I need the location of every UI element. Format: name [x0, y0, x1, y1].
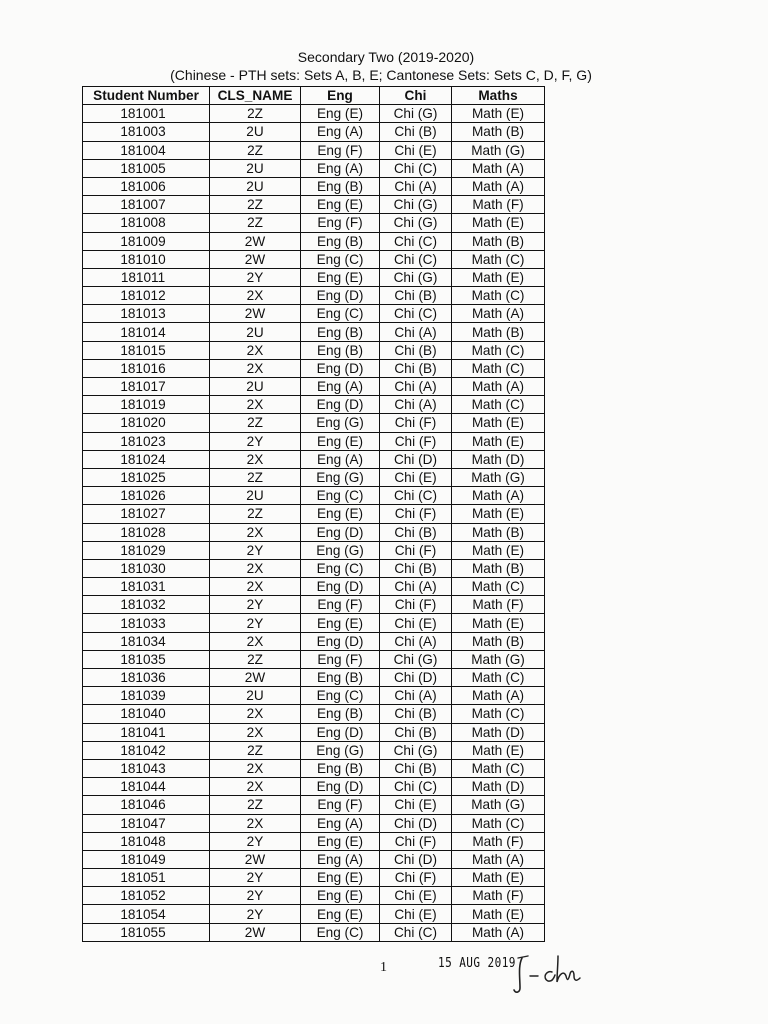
maths-set-cell: Math (C)	[452, 705, 545, 723]
chi-set-cell: Chi (A)	[380, 177, 452, 195]
class-name-cell: 2Y	[210, 887, 301, 905]
maths-set-cell: Math (B)	[452, 559, 545, 577]
class-name-cell: 2W	[210, 305, 301, 323]
chi-set-cell: Chi (B)	[380, 123, 452, 141]
table-row	[83, 159, 545, 177]
table-row	[83, 341, 545, 359]
eng-set-cell: Eng (A)	[301, 123, 380, 141]
chi-set-cell: Chi (B)	[380, 723, 452, 741]
table-row	[83, 759, 545, 777]
maths-set-cell: Math (C)	[452, 814, 545, 832]
eng-set-cell: Eng (E)	[301, 614, 380, 632]
class-name-cell: 2Z	[210, 468, 301, 486]
student-number-cell: 181028	[83, 523, 210, 541]
table-row	[83, 796, 545, 814]
class-name-cell: 2X	[210, 559, 301, 577]
student-number-cell: 181031	[83, 578, 210, 596]
maths-set-cell: Math (E)	[452, 741, 545, 759]
maths-set-cell: Math (E)	[452, 432, 545, 450]
maths-set-cell: Math (D)	[452, 778, 545, 796]
class-name-cell: 2U	[210, 378, 301, 396]
chi-set-cell: Chi (F)	[380, 505, 452, 523]
student-number-cell: 181019	[83, 396, 210, 414]
class-name-cell: 2Z	[210, 214, 301, 232]
eng-set-cell: Eng (E)	[301, 869, 380, 887]
maths-set-cell: Math (G)	[452, 796, 545, 814]
eng-set-cell: Eng (A)	[301, 450, 380, 468]
student-number-cell: 181040	[83, 705, 210, 723]
class-name-cell: 2Z	[210, 741, 301, 759]
eng-set-cell: Eng (B)	[301, 177, 380, 195]
maths-set-cell: Math (E)	[452, 268, 545, 286]
eng-set-cell: Eng (A)	[301, 378, 380, 396]
chi-set-cell: Chi (C)	[380, 923, 452, 941]
chi-set-cell: Chi (A)	[380, 578, 452, 596]
class-name-cell: 2U	[210, 123, 301, 141]
class-name-cell: 2X	[210, 359, 301, 377]
maths-set-cell: Math (B)	[452, 632, 545, 650]
eng-set-cell: Eng (B)	[301, 232, 380, 250]
chi-set-cell: Chi (A)	[380, 396, 452, 414]
student-number-cell: 181001	[83, 105, 210, 123]
chi-set-cell: Chi (E)	[380, 468, 452, 486]
class-name-cell: 2Z	[210, 505, 301, 523]
eng-set-cell: Eng (A)	[301, 850, 380, 868]
chi-set-cell: Chi (E)	[380, 796, 452, 814]
chi-set-cell: Chi (F)	[380, 869, 452, 887]
eng-set-cell: Eng (C)	[301, 250, 380, 268]
table-row	[83, 123, 545, 141]
chi-set-cell: Chi (B)	[380, 523, 452, 541]
eng-set-cell: Eng (E)	[301, 505, 380, 523]
chi-set-cell: Chi (D)	[380, 450, 452, 468]
class-name-cell: 2U	[210, 687, 301, 705]
table-row	[83, 396, 545, 414]
eng-set-cell: Eng (G)	[301, 468, 380, 486]
eng-set-cell: Eng (B)	[301, 669, 380, 687]
maths-set-cell: Math (C)	[452, 341, 545, 359]
eng-set-cell: Eng (E)	[301, 832, 380, 850]
signature-icon	[508, 948, 598, 998]
maths-set-cell: Math (A)	[452, 923, 545, 941]
chi-set-cell: Chi (C)	[380, 250, 452, 268]
eng-set-cell: Eng (F)	[301, 141, 380, 159]
student-number-cell: 181041	[83, 723, 210, 741]
eng-set-cell: Eng (B)	[301, 341, 380, 359]
chi-set-cell: Chi (B)	[380, 341, 452, 359]
student-number-cell: 181016	[83, 359, 210, 377]
class-name-cell: 2U	[210, 177, 301, 195]
chi-set-cell: Chi (A)	[380, 632, 452, 650]
student-number-cell: 181046	[83, 796, 210, 814]
class-name-cell: 2U	[210, 323, 301, 341]
chi-set-cell: Chi (E)	[380, 905, 452, 923]
student-number-cell: 181011	[83, 268, 210, 286]
class-name-cell: 2X	[210, 450, 301, 468]
maths-set-cell: Math (C)	[452, 396, 545, 414]
student-number-cell: 181027	[83, 505, 210, 523]
maths-set-cell: Math (E)	[452, 541, 545, 559]
class-name-cell: 2U	[210, 159, 301, 177]
maths-set-cell: Math (E)	[452, 505, 545, 523]
student-number-cell: 181020	[83, 414, 210, 432]
eng-set-cell: Eng (F)	[301, 214, 380, 232]
table-row	[83, 378, 545, 396]
student-number-cell: 181015	[83, 341, 210, 359]
class-name-cell: 2Y	[210, 614, 301, 632]
student-number-cell: 181043	[83, 759, 210, 777]
student-number-cell: 181034	[83, 632, 210, 650]
table-row	[83, 214, 545, 232]
student-number-cell: 181017	[83, 378, 210, 396]
maths-set-cell: Math (A)	[452, 687, 545, 705]
student-number-cell: 181007	[83, 196, 210, 214]
eng-set-cell: Eng (E)	[301, 105, 380, 123]
eng-set-cell: Eng (C)	[301, 923, 380, 941]
header-cls-name: CLS_NAME	[210, 87, 301, 105]
table-row	[83, 323, 545, 341]
class-name-cell: 2Z	[210, 105, 301, 123]
header-maths: Maths	[452, 87, 545, 105]
student-number-cell: 181023	[83, 432, 210, 450]
class-name-cell: 2Y	[210, 832, 301, 850]
class-name-cell: 2Y	[210, 541, 301, 559]
class-name-cell: 2X	[210, 632, 301, 650]
eng-set-cell: Eng (C)	[301, 687, 380, 705]
class-name-cell: 2X	[210, 814, 301, 832]
eng-set-cell: Eng (D)	[301, 723, 380, 741]
student-number-cell: 181026	[83, 487, 210, 505]
eng-set-cell: Eng (D)	[301, 396, 380, 414]
maths-set-cell: Math (B)	[452, 232, 545, 250]
table-row	[83, 578, 545, 596]
maths-set-cell: Math (E)	[452, 905, 545, 923]
chi-set-cell: Chi (C)	[380, 487, 452, 505]
student-number-cell: 181009	[83, 232, 210, 250]
class-name-cell: 2X	[210, 396, 301, 414]
eng-set-cell: Eng (E)	[301, 268, 380, 286]
class-name-cell: 2X	[210, 778, 301, 796]
table-row	[83, 741, 545, 759]
eng-set-cell: Eng (D)	[301, 778, 380, 796]
student-number-cell: 181014	[83, 323, 210, 341]
student-number-cell: 181032	[83, 596, 210, 614]
maths-set-cell: Math (A)	[452, 159, 545, 177]
eng-set-cell: Eng (F)	[301, 650, 380, 668]
chi-set-cell: Chi (F)	[380, 541, 452, 559]
chi-set-cell: Chi (A)	[380, 323, 452, 341]
student-number-cell: 181013	[83, 305, 210, 323]
eng-set-cell: Eng (D)	[301, 523, 380, 541]
maths-set-cell: Math (E)	[452, 214, 545, 232]
table-row	[83, 287, 545, 305]
eng-set-cell: Eng (B)	[301, 705, 380, 723]
chi-set-cell: Chi (C)	[380, 305, 452, 323]
class-name-cell: 2Y	[210, 268, 301, 286]
class-name-cell: 2Z	[210, 196, 301, 214]
class-name-cell: 2W	[210, 923, 301, 941]
chi-set-cell: Chi (G)	[380, 741, 452, 759]
table-row	[83, 887, 545, 905]
table-row	[83, 850, 545, 868]
class-name-cell: 2W	[210, 250, 301, 268]
eng-set-cell: Eng (D)	[301, 578, 380, 596]
eng-set-cell: Eng (A)	[301, 159, 380, 177]
class-name-cell: 2W	[210, 232, 301, 250]
maths-set-cell: Math (E)	[452, 614, 545, 632]
document-subtitle: (Chinese - PTH sets: Sets A, B, E; Cantonese Sets: Sets C, D, F, G)	[170, 67, 592, 83]
class-name-cell: 2Y	[210, 596, 301, 614]
student-number-cell: 181003	[83, 123, 210, 141]
table-row	[83, 541, 545, 559]
table-row	[83, 232, 545, 250]
maths-set-cell: Math (B)	[452, 523, 545, 541]
chi-set-cell: Chi (B)	[380, 705, 452, 723]
chi-set-cell: Chi (E)	[380, 887, 452, 905]
date-stamp: 15 AUG 2019	[438, 956, 516, 971]
eng-set-cell: Eng (B)	[301, 323, 380, 341]
student-number-cell: 181036	[83, 669, 210, 687]
maths-set-cell: Math (C)	[452, 250, 545, 268]
student-number-cell: 181047	[83, 814, 210, 832]
class-name-cell: 2Y	[210, 869, 301, 887]
chi-set-cell: Chi (G)	[380, 268, 452, 286]
chi-set-cell: Chi (A)	[380, 687, 452, 705]
eng-set-cell: Eng (G)	[301, 414, 380, 432]
chi-set-cell: Chi (F)	[380, 414, 452, 432]
table-row	[83, 869, 545, 887]
class-name-cell: 2X	[210, 723, 301, 741]
chi-set-cell: Chi (C)	[380, 232, 452, 250]
table-row	[83, 468, 545, 486]
chi-set-cell: Chi (G)	[380, 196, 452, 214]
table-row	[83, 268, 545, 286]
student-number-cell: 181051	[83, 869, 210, 887]
student-number-cell: 181033	[83, 614, 210, 632]
student-number-cell: 181054	[83, 905, 210, 923]
class-name-cell: 2X	[210, 759, 301, 777]
student-number-cell: 181025	[83, 468, 210, 486]
maths-set-cell: Math (A)	[452, 487, 545, 505]
class-name-cell: 2X	[210, 341, 301, 359]
student-number-cell: 181005	[83, 159, 210, 177]
table-row	[83, 905, 545, 923]
table-row	[83, 614, 545, 632]
table-row	[83, 705, 545, 723]
table-row	[83, 432, 545, 450]
eng-set-cell: Eng (G)	[301, 541, 380, 559]
table-row	[83, 723, 545, 741]
maths-set-cell: Math (G)	[452, 141, 545, 159]
student-number-cell: 181035	[83, 650, 210, 668]
table-row	[83, 141, 545, 159]
chi-set-cell: Chi (B)	[380, 287, 452, 305]
chi-set-cell: Chi (A)	[380, 378, 452, 396]
table-row	[83, 487, 545, 505]
table-row	[83, 523, 545, 541]
page-number: 1	[380, 960, 387, 975]
chi-set-cell: Chi (D)	[380, 814, 452, 832]
student-sets-table	[82, 86, 545, 942]
maths-set-cell: Math (C)	[452, 669, 545, 687]
table-row	[83, 596, 545, 614]
class-name-cell: 2Z	[210, 650, 301, 668]
class-name-cell: 2X	[210, 578, 301, 596]
table-row	[83, 923, 545, 941]
student-number-cell: 181030	[83, 559, 210, 577]
maths-set-cell: Math (E)	[452, 414, 545, 432]
student-number-cell: 181055	[83, 923, 210, 941]
chi-set-cell: Chi (F)	[380, 432, 452, 450]
student-number-cell: 181010	[83, 250, 210, 268]
eng-set-cell: Eng (D)	[301, 287, 380, 305]
chi-set-cell: Chi (G)	[380, 650, 452, 668]
table-row	[83, 650, 545, 668]
class-name-cell: 2Z	[210, 796, 301, 814]
student-number-cell: 181004	[83, 141, 210, 159]
maths-set-cell: Math (B)	[452, 123, 545, 141]
maths-set-cell: Math (F)	[452, 196, 545, 214]
maths-set-cell: Math (F)	[452, 832, 545, 850]
maths-set-cell: Math (D)	[452, 450, 545, 468]
class-name-cell: 2X	[210, 523, 301, 541]
table-row	[83, 414, 545, 432]
maths-set-cell: Math (C)	[452, 578, 545, 596]
eng-set-cell: Eng (C)	[301, 487, 380, 505]
maths-set-cell: Math (C)	[452, 287, 545, 305]
table-body	[83, 105, 545, 942]
student-number-cell: 181044	[83, 778, 210, 796]
maths-set-cell: Math (G)	[452, 650, 545, 668]
maths-set-cell: Math (C)	[452, 759, 545, 777]
chi-set-cell: Chi (E)	[380, 614, 452, 632]
maths-set-cell: Math (A)	[452, 378, 545, 396]
maths-set-cell: Math (E)	[452, 105, 545, 123]
eng-set-cell: Eng (F)	[301, 796, 380, 814]
student-number-cell: 181049	[83, 850, 210, 868]
table-row	[83, 177, 545, 195]
chi-set-cell: Chi (G)	[380, 105, 452, 123]
table-row	[83, 632, 545, 650]
student-number-cell: 181008	[83, 214, 210, 232]
chi-set-cell: Chi (F)	[380, 832, 452, 850]
chi-set-cell: Chi (B)	[380, 359, 452, 377]
maths-set-cell: Math (A)	[452, 177, 545, 195]
eng-set-cell: Eng (E)	[301, 432, 380, 450]
chi-set-cell: Chi (F)	[380, 596, 452, 614]
student-number-cell: 181024	[83, 450, 210, 468]
eng-set-cell: Eng (B)	[301, 759, 380, 777]
class-name-cell: 2U	[210, 487, 301, 505]
table-row	[83, 305, 545, 323]
table-header-row	[83, 87, 545, 105]
eng-set-cell: Eng (E)	[301, 905, 380, 923]
class-name-cell: 2Z	[210, 141, 301, 159]
chi-set-cell: Chi (C)	[380, 159, 452, 177]
document-title: Secondary Two (2019-2020)	[297, 49, 475, 65]
table-row	[83, 814, 545, 832]
header-chi: Chi	[380, 87, 452, 105]
eng-set-cell: Eng (G)	[301, 741, 380, 759]
maths-set-cell: Math (B)	[452, 323, 545, 341]
student-number-cell: 181042	[83, 741, 210, 759]
table-row	[83, 505, 545, 523]
table-row	[83, 687, 545, 705]
class-name-cell: 2Y	[210, 905, 301, 923]
maths-set-cell: Math (A)	[452, 850, 545, 868]
table-row	[83, 832, 545, 850]
chi-set-cell: Chi (E)	[380, 141, 452, 159]
maths-set-cell: Math (A)	[452, 305, 545, 323]
maths-set-cell: Math (F)	[452, 596, 545, 614]
chi-set-cell: Chi (C)	[380, 778, 452, 796]
table-row	[83, 105, 545, 123]
eng-set-cell: Eng (E)	[301, 196, 380, 214]
chi-set-cell: Chi (G)	[380, 214, 452, 232]
student-number-cell: 181029	[83, 541, 210, 559]
class-name-cell: 2W	[210, 850, 301, 868]
table-row	[83, 450, 545, 468]
table-row	[83, 559, 545, 577]
table-row	[83, 250, 545, 268]
chi-set-cell: Chi (B)	[380, 759, 452, 777]
eng-set-cell: Eng (F)	[301, 596, 380, 614]
eng-set-cell: Eng (A)	[301, 814, 380, 832]
table-row	[83, 778, 545, 796]
class-name-cell: 2Z	[210, 414, 301, 432]
class-name-cell: 2X	[210, 287, 301, 305]
maths-set-cell: Math (C)	[452, 359, 545, 377]
student-number-cell: 181039	[83, 687, 210, 705]
eng-set-cell: Eng (E)	[301, 887, 380, 905]
header-eng: Eng	[301, 87, 380, 105]
maths-set-cell: Math (F)	[452, 887, 545, 905]
maths-set-cell: Math (E)	[452, 869, 545, 887]
header-student-number: Student Number	[83, 87, 210, 105]
maths-set-cell: Math (D)	[452, 723, 545, 741]
student-number-cell: 181048	[83, 832, 210, 850]
maths-set-cell: Math (G)	[452, 468, 545, 486]
eng-set-cell: Eng (C)	[301, 559, 380, 577]
eng-set-cell: Eng (D)	[301, 632, 380, 650]
eng-set-cell: Eng (D)	[301, 359, 380, 377]
table-row	[83, 359, 545, 377]
class-name-cell: 2X	[210, 705, 301, 723]
class-name-cell: 2W	[210, 669, 301, 687]
eng-set-cell: Eng (C)	[301, 305, 380, 323]
table-row	[83, 669, 545, 687]
student-number-cell: 181012	[83, 287, 210, 305]
table-row	[83, 196, 545, 214]
class-name-cell: 2Y	[210, 432, 301, 450]
student-number-cell: 181052	[83, 887, 210, 905]
student-number-cell: 181006	[83, 177, 210, 195]
chi-set-cell: Chi (D)	[380, 850, 452, 868]
chi-set-cell: Chi (D)	[380, 669, 452, 687]
chi-set-cell: Chi (B)	[380, 559, 452, 577]
